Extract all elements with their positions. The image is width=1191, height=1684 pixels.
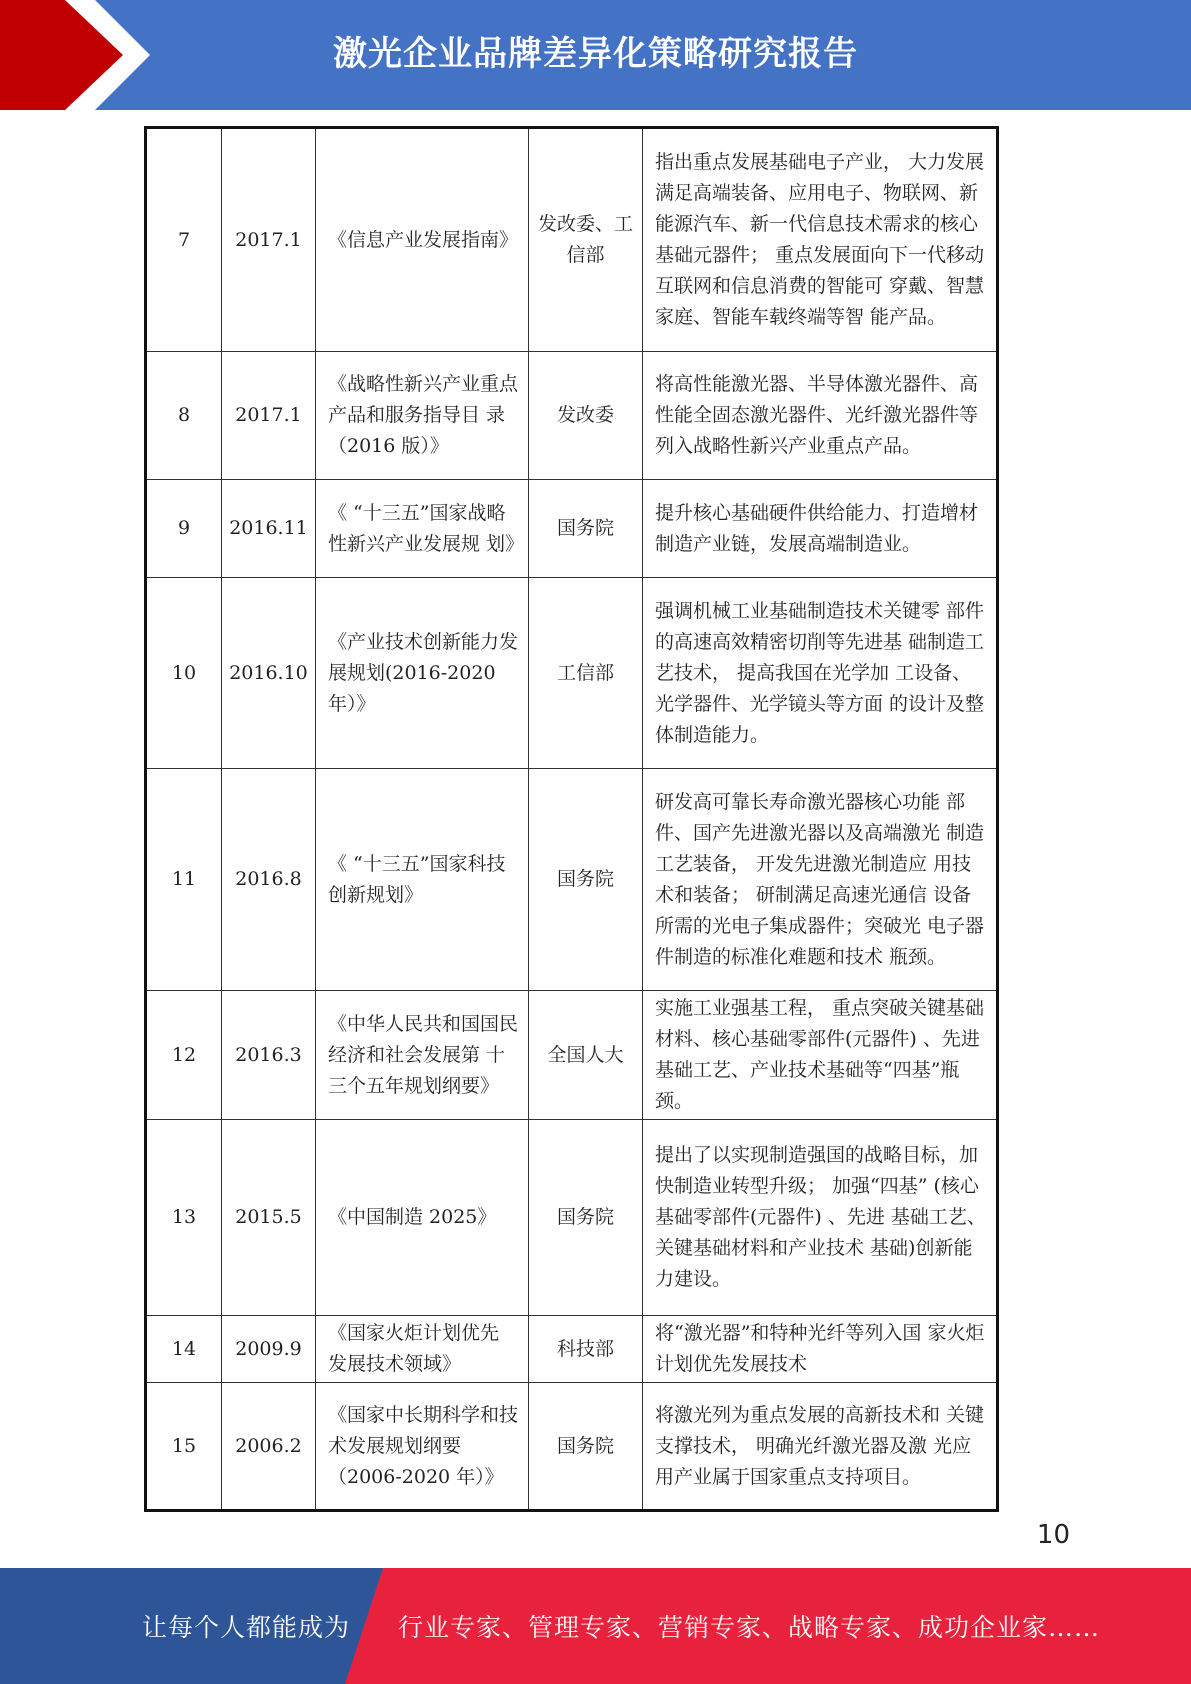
- row-number: 11: [146, 769, 222, 991]
- row-policy-title: 《产业技术创新能力发展规划(2016-2020 年）》: [316, 578, 529, 769]
- table-row: [146, 352, 998, 480]
- row-number: 14: [146, 1316, 222, 1383]
- row-number: 10: [146, 578, 222, 769]
- row-date: 2016.11: [222, 480, 316, 578]
- row-date: 2016.8: [222, 769, 316, 991]
- row-number: 9: [146, 480, 222, 578]
- row-number: 15: [146, 1383, 222, 1511]
- row-content: 研发高可靠长寿命激光器核心功能 部件、国产先进激光器以及高端激光 制造工艺装备， 开发先进激光制造应 用技术和装备； 研制满足高速光通信 设备所需的光电子集成器件；突破光 电子器件制造的标准化难题和技术 瓶颈。: [643, 769, 998, 991]
- row-date: 2016.3: [222, 991, 316, 1120]
- row-department: 国务院: [529, 769, 643, 991]
- table-row: [146, 1383, 998, 1511]
- row-number: 7: [146, 128, 222, 352]
- footer-slogan-right: 行业专家、管理专家、营销专家、战略专家、成功企业家……: [398, 1613, 1101, 1642]
- table-row: [146, 1316, 998, 1383]
- table-row: [146, 769, 998, 991]
- row-number: 8: [146, 352, 222, 480]
- page-header: [0, 0, 1191, 110]
- row-number: 13: [146, 1120, 222, 1316]
- row-policy-title: 《信息产业发展指南》: [316, 128, 529, 352]
- row-number: 12: [146, 991, 222, 1120]
- row-department: 发改委: [529, 352, 643, 480]
- row-date: 2009.9: [222, 1316, 316, 1383]
- row-policy-title: 《中国制造 2025》: [316, 1120, 529, 1316]
- row-policy-title: 《 “十三五”国家战略性新兴产业发展规 划》: [316, 480, 529, 578]
- row-department: 发改委、工信部: [529, 128, 643, 352]
- table-row: [146, 480, 998, 578]
- row-content: 强调机械工业基础制造技术关键零 部件的高速高效精密切削等先进基 础制造工艺技术， 提高我国在光学加 工设备、光学器件、光学镜头等方面 的设计及整体制造能力。: [643, 578, 998, 769]
- row-content: 将“激光器”和特种光纤等列入国 家火炬计划优先发展技术: [643, 1316, 998, 1383]
- row-date: 2017.1: [222, 352, 316, 480]
- row-content: 提出了以实现制造强国的战略目标，加快制造业转型升级； 加强“四基” (核心基础零部件(元器件) 、先进 基础工艺、关键基础材料和产业技术 基础)创新能力建设。: [643, 1120, 998, 1316]
- row-content: 将激光列为重点发展的高新技术和 关键支撑技术， 明确光纤激光器及激 光应用产业属于国家重点支持项目。: [643, 1383, 998, 1511]
- row-content: 实施工业强基工程， 重点突破关键基础材料、核心基础零部件(元器件) 、先进基础工艺、产业技术基础等“四基”瓶颈。: [643, 991, 998, 1120]
- row-department: 国务院: [529, 1383, 643, 1511]
- footer-slogan-left: 让每个人都能成为: [142, 1613, 351, 1642]
- table-row: [146, 991, 998, 1120]
- page-number: 10: [1036, 1520, 1070, 1550]
- row-policy-title: 《 “十三五”国家科技创新规划》: [316, 769, 529, 991]
- page-footer: [0, 1568, 1191, 1684]
- row-date: 2006.2: [222, 1383, 316, 1511]
- row-content: 将高性能激光器、半导体激光器件、高性能全固态激光器件、光纤激光器件等列入战略性新兴产业重点产品。: [643, 352, 998, 480]
- row-department: 国务院: [529, 1120, 643, 1316]
- row-department: 国务院: [529, 480, 643, 578]
- row-department: 工信部: [529, 578, 643, 769]
- row-date: 2016.10: [222, 578, 316, 769]
- row-policy-title: 《国家火炬计划优先 发展技术领域》: [316, 1316, 529, 1383]
- row-department: 全国人大: [529, 991, 643, 1120]
- table-row: [146, 1120, 998, 1316]
- row-content: 提升核心基础硬件供给能力、打造增材制造产业链，发展高端制造业。: [643, 480, 998, 578]
- table-row: [146, 578, 998, 769]
- row-content: 指出重点发展基础电子产业， 大力发展满足高端装备、应用电子、物联网、新能源汽车、新一代信息技术需求的核心基础元器件； 重点发展面向下一代移动互联网和信息消费的智能可 穿戴、智慧家庭、智能车载终端等智 能产品。: [643, 128, 998, 352]
- row-date: 2017.1: [222, 128, 316, 352]
- table-row: [146, 128, 998, 352]
- row-policy-title: 《国家中长期科学和技术发展规划纲要（2006-2020 年）》: [316, 1383, 529, 1511]
- policy-table: [144, 126, 999, 1512]
- row-date: 2015.5: [222, 1120, 316, 1316]
- row-policy-title: 《战略性新兴产业重点产品和服务指导目 录（2016 版）》: [316, 352, 529, 480]
- document-title: 激光企业品牌差异化策略研究报告: [333, 34, 858, 74]
- row-department: 科技部: [529, 1316, 643, 1383]
- row-policy-title: 《中华人民共和国国民经济和社会发展第 十三个五年规划纲要》: [316, 991, 529, 1120]
